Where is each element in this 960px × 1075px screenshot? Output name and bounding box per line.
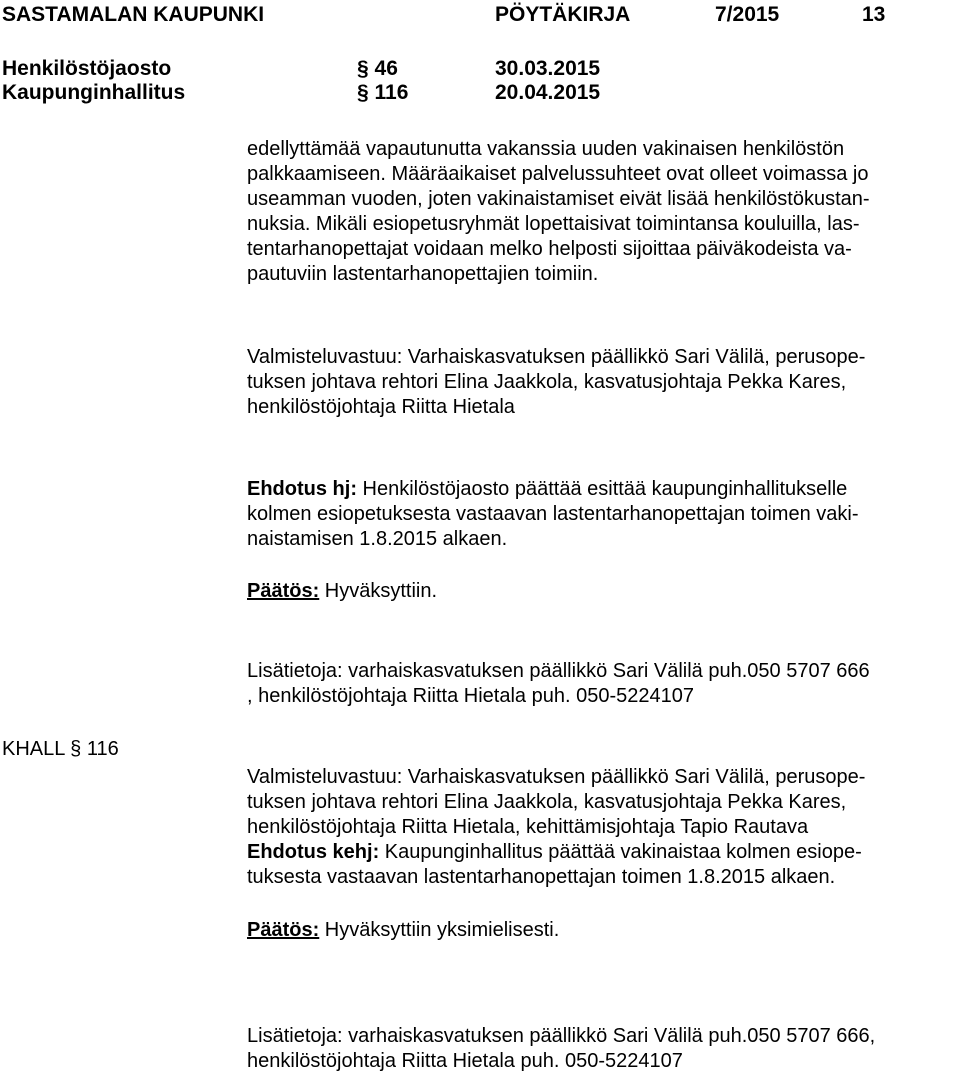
text-line: tuksen johtava rehtori Elina Jaakkola, kasvatusjohtaja Pekka Kares,: [247, 791, 847, 813]
text-line: useamman vuoden, joten vakinaistamiset eivät lisää henkilöstökustan-: [247, 188, 870, 210]
text-line: naistamisen 1.8.2015 alkaen.: [247, 528, 508, 550]
text-line: nuksia. Mikäli esiopetusryhmät lopettaisivat toimintansa kouluilla, las-: [247, 213, 860, 235]
text-line: tuksesta vastaavan lastentarhanopettajan toimen 1.8.2015 alkaen.: [247, 866, 836, 888]
proposal-text: Henkilöstöjaosto päättää esittää kaupunginhallitukselle: [356, 478, 848, 500]
paragraph-proposal: [247, 477, 955, 552]
paragraph-background: [247, 137, 955, 287]
text-line: Lisätietoja: varhaiskasvatuksen päällikkö Sari Välilä puh.050 5707 666: [247, 660, 870, 682]
paragraph-contact-2: [247, 1024, 955, 1074]
proposal-text: Kaupunginhallitus päättää vakinaistaa kolmen esiope-: [379, 841, 862, 863]
header-date-1: 30.03.2015: [495, 57, 601, 80]
header-body-2: Kaupunginhallitus: [2, 81, 186, 104]
decision-text: Hyväksyttiin.: [319, 580, 438, 602]
paragraph-contact: [247, 659, 955, 709]
paragraph-preparation: [247, 345, 955, 420]
decision-label: Päätös:: [247, 919, 320, 941]
paragraph-decision-2: [247, 918, 955, 943]
text-line: kolmen esiopetuksesta vastaavan lastentarhanopettajan toimen vaki-: [247, 503, 859, 525]
text-line: [247, 477, 955, 502]
side-label-khall: KHALL § 116: [2, 738, 119, 760]
header-section-1: § 46: [357, 57, 398, 80]
header-date-2: 20.04.2015: [495, 81, 601, 104]
header-page-number: 13: [862, 3, 886, 26]
text-line: edellyttämää vapautunutta vakanssia uuden vakinaisen henkilöstön: [247, 138, 845, 160]
text-line: [247, 918, 955, 943]
proposal-label: Ehdotus hj:: [247, 478, 357, 500]
text-line: pautuviin lastentarhanopettajien toimiin.: [247, 263, 599, 285]
text-line: Valmisteluvastuu: Varhaiskasvatuksen päällikkö Sari Välilä, perusope-: [247, 766, 866, 788]
header-doctype: PÖYTÄKIRJA: [495, 3, 631, 26]
decision-label: Päätös:: [247, 580, 320, 602]
text-line: tuksen johtava rehtori Elina Jaakkola, kasvatusjohtaja Pekka Kares,: [247, 371, 847, 393]
header-docnum: 7/2015: [715, 3, 780, 26]
paragraph-preparation-2: [247, 765, 955, 840]
text-line: henkilöstöjohtaja Riitta Hietala puh. 050-5224107: [247, 1050, 683, 1072]
proposal-label: Ehdotus kehj:: [247, 841, 380, 863]
text-line: , henkilöstöjohtaja Riitta Hietala puh. 050-5224107: [247, 685, 694, 707]
text-line: [247, 579, 955, 604]
paragraph-proposal-2: [247, 840, 955, 890]
text-line: palkkaamiseen. Määräaikaiset palvelussuhteet ovat olleet voimassa jo: [247, 163, 869, 185]
paragraph-decision: [247, 579, 955, 604]
text-line: henkilöstöjohtaja Riitta Hietala, kehittämisjohtaja Tapio Rautava: [247, 816, 809, 838]
decision-text: Hyväksyttiin yksimielisesti.: [319, 919, 560, 941]
header-body-1: Henkilöstöjaosto: [2, 57, 172, 80]
text-line: henkilöstöjohtaja Riitta Hietala: [247, 396, 515, 418]
text-line: Valmisteluvastuu: Varhaiskasvatuksen päällikkö Sari Välilä, perusope-: [247, 346, 866, 368]
header-city: SASTAMALAN KAUPUNKI: [2, 3, 265, 26]
text-line: Lisätietoja: varhaiskasvatuksen päällikkö Sari Välilä puh.050 5707 666,: [247, 1025, 876, 1047]
header-section-2: § 116: [357, 81, 409, 104]
text-line: [247, 840, 955, 865]
text-line: tentarhanopettajat voidaan melko helposti sijoittaa päiväkodeista va-: [247, 238, 852, 260]
